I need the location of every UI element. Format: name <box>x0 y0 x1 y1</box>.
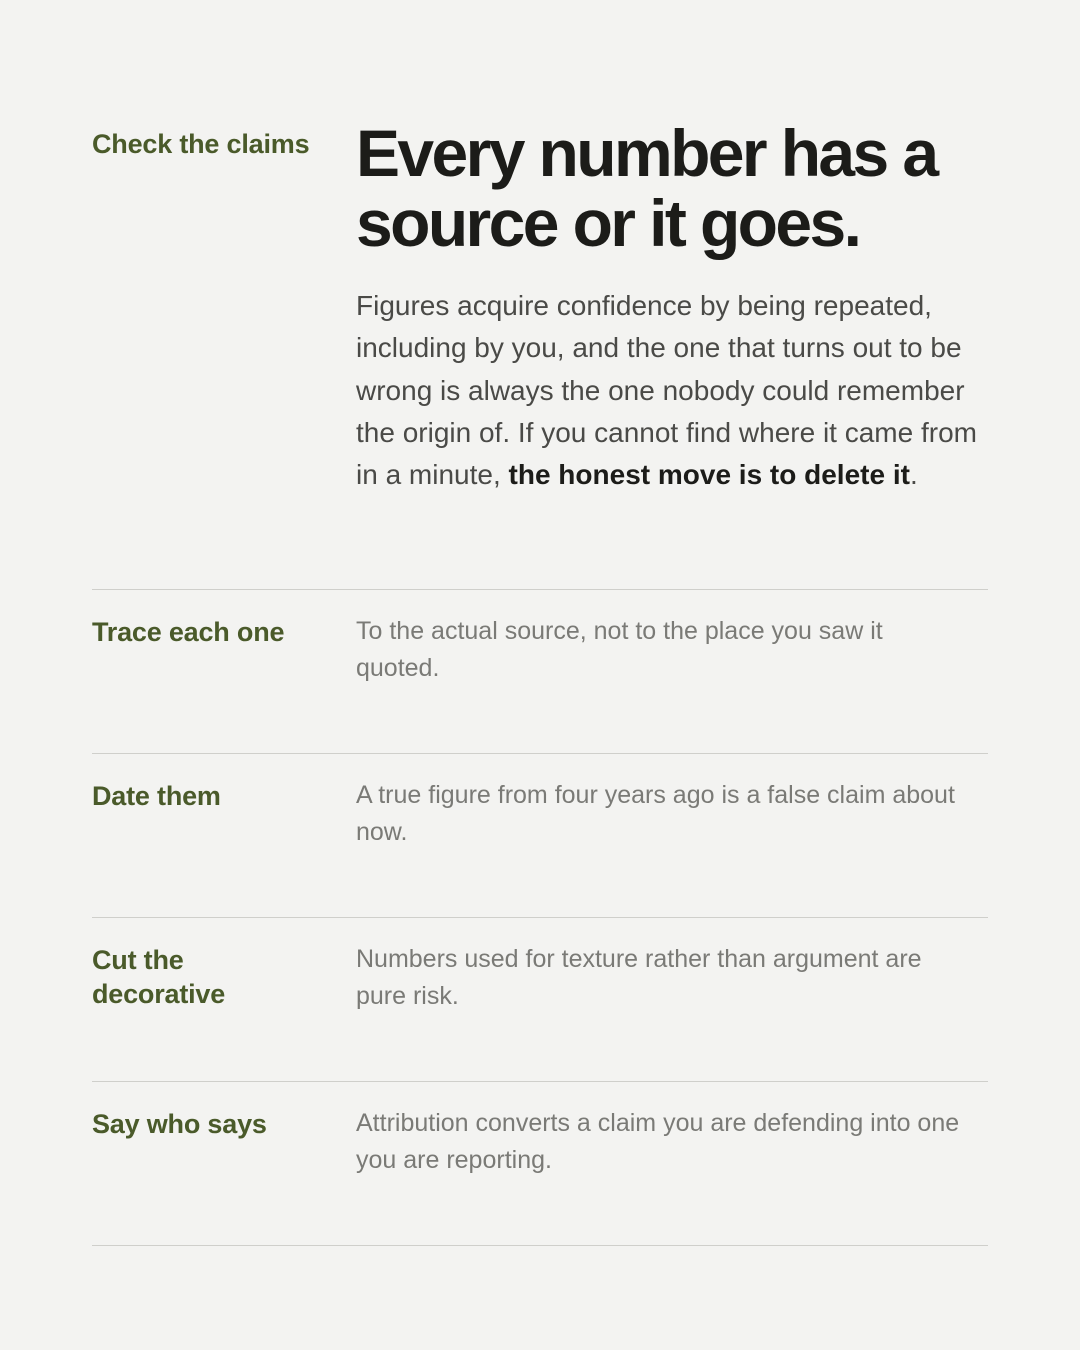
intro-paragraph-end: . <box>909 459 918 491</box>
guideline-title: Date them <box>92 781 221 811</box>
guideline-text: A true figure from four years ago is a false claim about now. <box>356 781 955 846</box>
guideline-text: To the actual source, not to the place you saw it quoted. <box>356 617 883 682</box>
page-headline: Every number has a source or it goes. <box>356 116 937 260</box>
guideline-list <box>92 589 988 1246</box>
intro-paragraph-emphasis: the honest move is to delete it <box>508 459 910 491</box>
intro-section <box>92 118 988 590</box>
guideline-title: Say who says <box>92 1109 267 1139</box>
guideline-text: Numbers used for texture rather than argument are pure risk. <box>356 945 922 1010</box>
page <box>92 0 988 1350</box>
guideline-row <box>92 1081 988 1246</box>
guideline-title: Trace each one <box>92 617 285 647</box>
guideline-title: Cut the decorative <box>92 945 226 1009</box>
guideline-row <box>92 917 988 1081</box>
guideline-row <box>92 589 988 753</box>
intro-paragraph-text: Figures acquire confidence by being repeated, including by you, and the one that turns out to be wrong is always the one nobody could remember the origin of. If you cannot find where it came from in a minute, <box>356 290 977 491</box>
guideline-text: Attribution converts a claim you are defending into one you are reporting. <box>356 1109 960 1174</box>
guideline-row <box>92 753 988 917</box>
section-eyebrow: Check the claims <box>92 129 310 159</box>
intro-paragraph <box>356 285 981 496</box>
